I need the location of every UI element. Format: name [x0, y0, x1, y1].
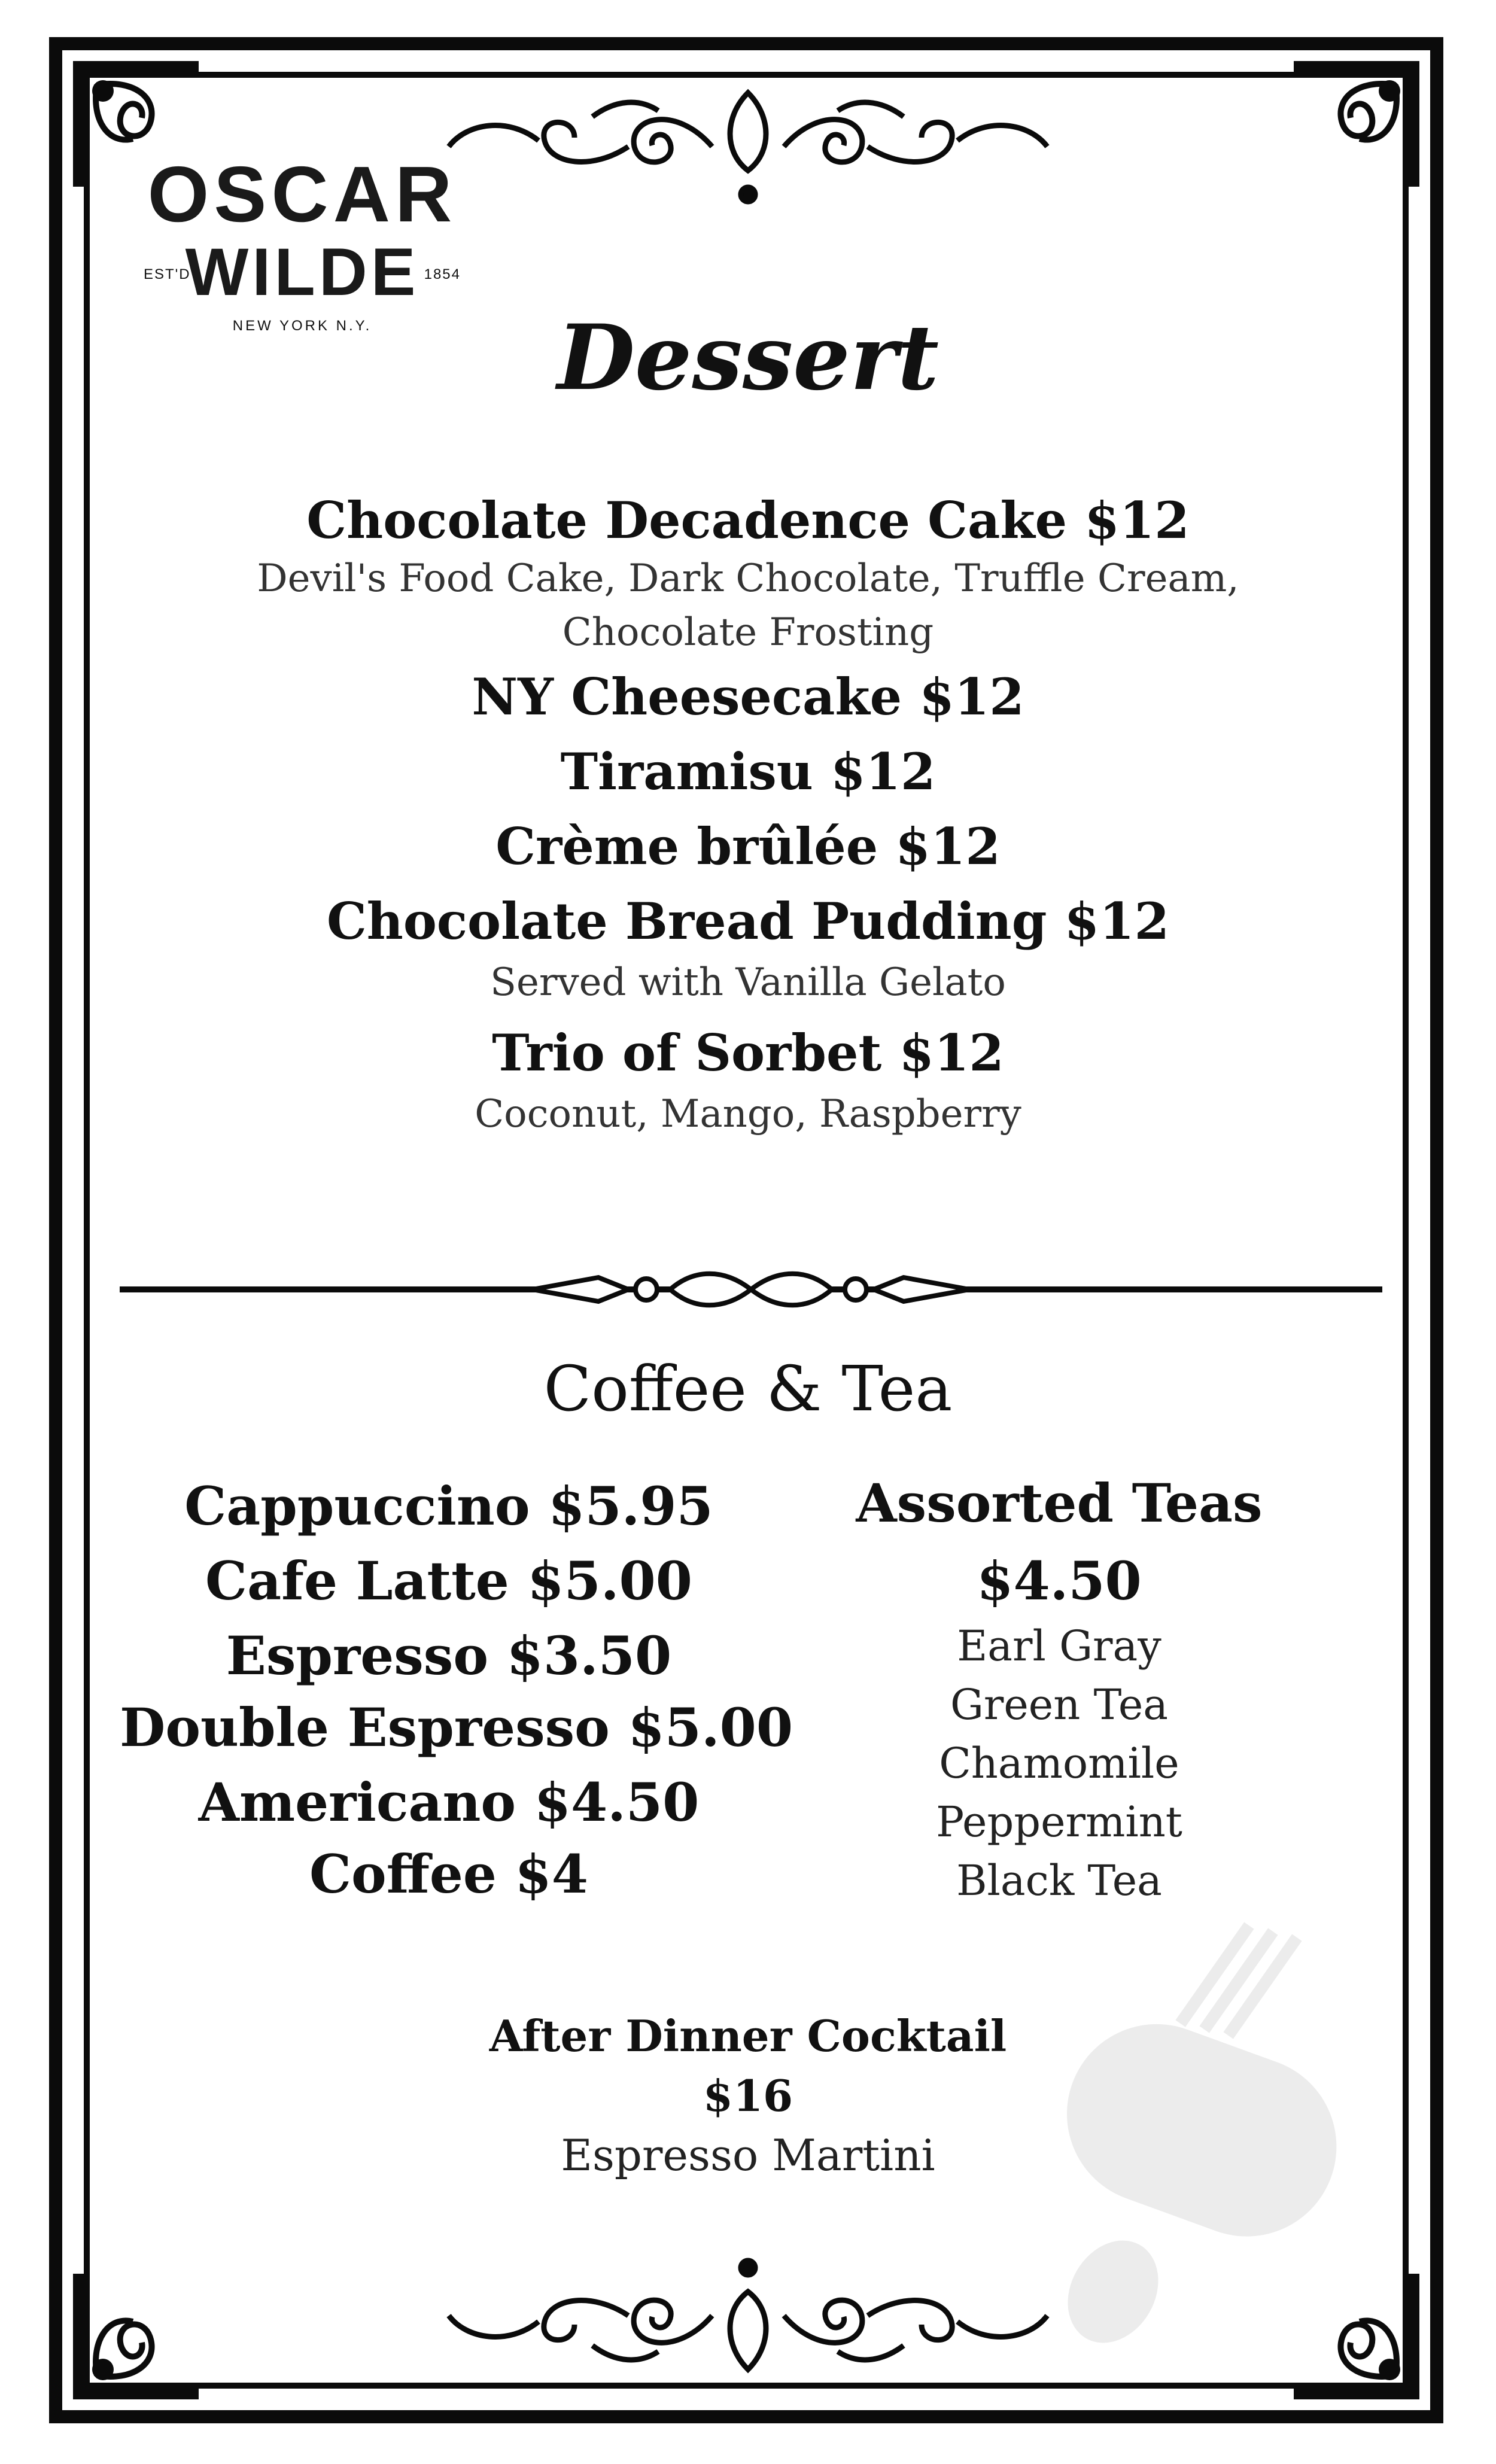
- dessert-item-chocolate-decadence-cake: Chocolate Decadence Cake $12: [306, 491, 1190, 550]
- coffee-item: Americano $4.50: [198, 1771, 700, 1833]
- dessert-item-ny-cheesecake: NY Cheesecake $12: [472, 667, 1024, 726]
- dessert-item-tiramisu: Tiramisu $12: [560, 742, 936, 801]
- tea-item: Earl Gray: [957, 1622, 1161, 1671]
- dessert-item-desc: Served with Vanilla Gelato: [490, 960, 1006, 1005]
- corner-ornament-bottom-left: [67, 2268, 205, 2405]
- dessert-item-creme-brulee: Crème brûlée $12: [495, 817, 1001, 876]
- logo-year: 1854: [424, 266, 461, 282]
- bottom-flourish-ornament: [413, 2256, 1083, 2381]
- dessert-item-desc: Devil's Food Cake, Dark Chocolate, Truffle Cream,: [257, 556, 1239, 601]
- assorted-teas-price: $4.50: [977, 1550, 1142, 1612]
- logo-line2: WILDE: [185, 235, 419, 309]
- corner-ornament-top-right: [1288, 55, 1425, 193]
- coffee-tea-title: Coffee & Tea: [543, 1352, 953, 1425]
- tea-item: Black Tea: [956, 1856, 1162, 1905]
- cocktail-price: $16: [703, 2070, 793, 2121]
- cocktail-name: Espresso Martini: [561, 2130, 935, 2180]
- dessert-item-chocolate-bread-pudding: Chocolate Bread Pudding $12: [326, 892, 1170, 951]
- coffee-item: Cappuccino $5.95: [184, 1475, 713, 1537]
- dessert-item-trio-of-sorbet: Trio of Sorbet $12: [492, 1023, 1004, 1082]
- coffee-item: Double Espresso $5.00: [120, 1696, 793, 1759]
- coffee-item: Cafe Latte $5.00: [205, 1550, 692, 1612]
- dessert-title: Dessert: [557, 305, 939, 410]
- logo-city: NEW YORK N.Y.: [232, 318, 372, 334]
- dessert-item-desc: Chocolate Frosting: [562, 610, 934, 655]
- assorted-teas-title: Assorted Teas: [856, 1472, 1263, 1534]
- logo-line1: OSCAR: [147, 150, 457, 238]
- cocktail-title: After Dinner Cocktail: [489, 2010, 1007, 2061]
- tea-item: Green Tea: [950, 1680, 1168, 1729]
- tea-item: Chamomile: [939, 1739, 1179, 1788]
- logo-est: EST'D: [144, 266, 191, 282]
- top-flourish-ornament: [413, 81, 1083, 206]
- coffee-item: Coffee $4: [309, 1843, 589, 1905]
- dessert-item-desc: Coconut, Mango, Raspberry: [475, 1092, 1021, 1136]
- tea-item: Peppermint: [936, 1797, 1182, 1847]
- fork-spoon-watermark-icon: [1011, 1903, 1358, 2381]
- section-divider: [120, 1263, 1382, 1316]
- coffee-item: Espresso $3.50: [226, 1625, 672, 1687]
